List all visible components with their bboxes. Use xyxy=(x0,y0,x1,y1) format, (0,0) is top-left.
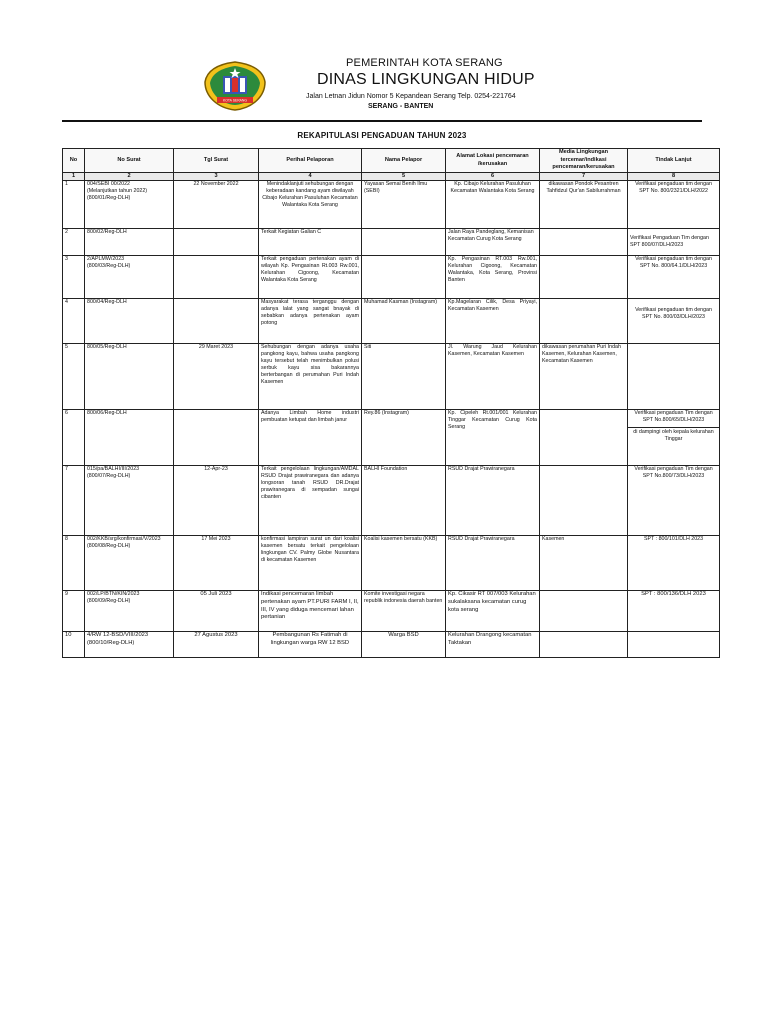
header-no: No xyxy=(63,149,85,173)
cell-media xyxy=(540,632,628,658)
column-number: 3 xyxy=(174,173,259,181)
cell-tindak-lanjut xyxy=(628,632,720,658)
cell-perihal: Menindaklanjuti sehubungan dengan keberadaan kandang ayam diwilayah Cibajo Kelurahan Pasuluhan Kecamatan Walantaka Kota Serang xyxy=(259,181,362,229)
cell-pelapor: Koalisi kasemen bersatu (KKB) xyxy=(362,536,446,591)
table-row xyxy=(63,344,720,410)
table-row xyxy=(63,536,720,591)
cell-media: Kasemen xyxy=(540,536,628,591)
column-number: 1 xyxy=(63,173,85,181)
cell-alamat: Jalan Raya Pandeglang, Kemanisan Kecamatan Curug Kota Serang xyxy=(446,229,540,256)
cell-pelapor: Muhamad Kasman (Instagram) xyxy=(362,299,446,344)
cell-perihal: Terkait pengaduan pertenakan ayam di wilayah Kp. Pengasinan Rt.003 Rw.001, Kelurahan Cigoong, Kecamatan Walantaka Kota Serang xyxy=(259,256,362,299)
column-number: 4 xyxy=(259,173,362,181)
cell-alamat: Kp. Cipeleh Rt.001/001 Kelurahan Tinggar Kecamatan Curug Kota Serang xyxy=(446,410,540,466)
table-row xyxy=(63,229,720,256)
column-number: 2 xyxy=(85,173,174,181)
department-city: SERANG - BANTEN xyxy=(368,103,434,110)
table-row xyxy=(63,466,720,536)
table-row xyxy=(63,632,720,658)
no-surat-reg: (800/08/Reg-DLH) xyxy=(87,543,131,550)
cell-no-surat xyxy=(85,536,174,591)
cell-media xyxy=(540,256,628,299)
no-surat-reg: (800/03/Reg-DLH) xyxy=(87,263,131,270)
cell-tgl: 29 Maret 2023 xyxy=(174,344,259,410)
column-number: 5 xyxy=(362,173,446,181)
cell-no-surat xyxy=(85,256,174,299)
letterhead xyxy=(62,52,702,122)
cell-no: 5 xyxy=(63,344,85,410)
column-number: 7 xyxy=(540,173,628,181)
cell-perihal: Masyarakat terasa terganggu dengan adanya lalat yang sangat bnayak di sebabkan adanya pertenakan ayam potong xyxy=(259,299,362,344)
kota-serang-emblem-icon xyxy=(203,60,267,112)
cell-media xyxy=(540,591,628,632)
header-perihal: Perihal Pelaporan xyxy=(259,149,362,173)
cell-no: 2 xyxy=(63,229,85,256)
cell-tindak-lanjut: Verifikasi pengaduan tim dengan SPT No. 800/64.1/DLH/2023 xyxy=(628,256,720,299)
cell-tindak-lanjut: Verifikasi Pengaduan Tim dengan SPT 800/07/DLH/2023 xyxy=(628,229,720,256)
cell-no-surat xyxy=(85,466,174,536)
cell-alamat: Kelurahan Drangong kecamatan Taktakan xyxy=(446,632,540,658)
cell-tgl xyxy=(174,229,259,256)
no-surat-text: 4/RW 12-BSD/VIII/2023 xyxy=(87,632,149,639)
cell-pelapor: BALHI Foundation xyxy=(362,466,446,536)
table-row xyxy=(63,591,720,632)
cell-tgl: 05 Juli 2023 xyxy=(174,591,259,632)
header-tindak-lanjut: Tindak Lanjut xyxy=(628,149,720,173)
no-surat-reg: (800/01/Reg-DLH) xyxy=(87,195,131,202)
cell-media: dikawasan perumahan Puri Indah Kasemen, Kelurahan Kasemen, Kecamatan Kasemen xyxy=(540,344,628,410)
cell-media: dikawasan Pondok Pesantren Tahfidzul Qur'an Sabilurrahman xyxy=(540,181,628,229)
document-title: REKAPITULASI PENGADUAN TAHUN 2023 xyxy=(297,131,467,140)
cell-no: 4 xyxy=(63,299,85,344)
svg-text:KOTA SERANG: KOTA SERANG xyxy=(222,98,248,103)
no-surat-text: 002/LP/BTN/KIN/2023 xyxy=(87,591,140,598)
cell-perihal: Sehubungan dengan adanya usaha pangkong kayu, bahwa usaha pangkong kayu tersebut telah menimbulkan polusi serbuk kayu sisa bakarannya berterbangan di perumahan Puri Indah Kasemen xyxy=(259,344,362,410)
cell-media xyxy=(540,410,628,466)
table-row xyxy=(63,181,720,229)
cell-tgl: 17 Mei 2023 xyxy=(174,536,259,591)
table-row xyxy=(63,256,720,299)
cell-no: 3 xyxy=(63,256,85,299)
cell-tindak-lanjut: SPT : 800/101/DLH 2023 xyxy=(628,536,720,591)
no-surat-note: (Melanjutkan tahun 2022) xyxy=(87,188,148,195)
cell-tindak-lanjut: SPT : 800/136/DLH 2023 xyxy=(628,591,720,632)
cell-no-surat: 800/02/Reg-DLH xyxy=(85,229,174,256)
cell-media xyxy=(540,299,628,344)
cell-alamat: Kp. Cibajo Kelurahan Pasuluhan Kecamatan Walantaka Kota Serang xyxy=(446,181,540,229)
cell-no: 1 xyxy=(63,181,85,229)
tindak-lanjut-note: di dampingi oleh kepala kelurahan Tinggar xyxy=(628,427,719,443)
no-surat-reg: (800/07/Reg-DLH) xyxy=(87,473,131,480)
cell-perihal: Adanya Limbah Home industri pembuatan ketupat dan limbah janur xyxy=(259,410,362,466)
column-number: 8 xyxy=(628,173,720,181)
cell-pelapor: Rey.86 (Instagram) xyxy=(362,410,446,466)
cell-pelapor: Komite investigasi negara republik indonesia daerah banten xyxy=(362,591,446,632)
letterhead-text xyxy=(294,57,594,110)
cell-tgl xyxy=(174,256,259,299)
cell-media xyxy=(540,466,628,536)
cell-pelapor xyxy=(362,256,446,299)
cell-pelapor: Yayasan Semai Benih Ilmu (SEBI) xyxy=(362,181,446,229)
cell-no-surat: 800/06/Reg-DLH xyxy=(85,410,174,466)
cell-alamat: Kp. Cikasir RT 007/003 Kelurahan sukalaksana kecamatan curug kota serang xyxy=(446,591,540,632)
column-number-row xyxy=(63,173,720,181)
cell-no: 10 xyxy=(63,632,85,658)
no-surat-text: 015/pa/BALHI/III/2023 xyxy=(87,466,140,473)
cell-no: 9 xyxy=(63,591,85,632)
header-no-surat: No Surat xyxy=(85,149,174,173)
cell-perihal: Indikasi pencemaran limbah pertenakan ayam PT.PURI FARM I, II, III, IV yang diduga mencemari lahan pertanian xyxy=(259,591,362,632)
header-alamat: Alamat Lokasi pencemaran /kerusakan xyxy=(446,149,540,173)
cell-tgl xyxy=(174,410,259,466)
cell-alamat: Kp. Pengasinan RT.003 Rw.001, Kelurahan Cigoong, Kecamatan Walantaka, Kota Serang, Provinsi Banten xyxy=(446,256,540,299)
header-media: Media Lingkungan tercemar/indikasi pencemaran/kerusakan xyxy=(540,149,628,173)
department-name: DINAS LINGKUNGAN HIDUP xyxy=(317,71,535,88)
cell-no-surat: 800/04/Reg-DLH xyxy=(85,299,174,344)
cell-tindak-lanjut: Verifikasi pengaduan tim dengan SPT No. 800/03/DLH/2023 xyxy=(628,299,720,344)
cell-tgl: 22 November 2022 xyxy=(174,181,259,229)
cell-pelapor xyxy=(362,229,446,256)
no-surat-text: 2/APLMW/2023 xyxy=(87,256,125,263)
cell-no-surat xyxy=(85,591,174,632)
no-surat-reg: (800/09/Reg-DLH) xyxy=(87,598,131,605)
cell-tindak-lanjut: Verifikasi pengaduan Tim dengan SPT No.800/73/DLH/2023 xyxy=(628,466,720,536)
cell-perihal: Terkait pengelolaan lingkungan/AMDAL RSUD Drajat prawiranegara dan adanya longsoran tanah RSUD DR.Drajat prawiranegara di sempadan sungai cibanten xyxy=(259,466,362,536)
cell-tgl xyxy=(174,299,259,344)
cell-pelapor: Siti xyxy=(362,344,446,410)
column-number: 6 xyxy=(446,173,540,181)
cell-no: 6 xyxy=(63,410,85,466)
cell-perihal: konfirmasi lampiran surat un dari koalisi kasemen bersatu terkait pengelolaan lingkungan CV. Palmy Globe Nusantara di kecamatan Kasemen xyxy=(259,536,362,591)
header-nama-pelapor: Nama Pelapor xyxy=(362,149,446,173)
cell-tgl: 12-Apr-23 xyxy=(174,466,259,536)
cell-tindak-lanjut xyxy=(628,344,720,410)
cell-no-surat xyxy=(85,632,174,658)
cell-media xyxy=(540,229,628,256)
government-name: PEMERINTAH KOTA SERANG xyxy=(346,57,503,69)
no-surat-text: 002/KKB/srg/konfirmasi/V/2023 xyxy=(87,536,161,543)
cell-no: 8 xyxy=(63,536,85,591)
cell-no-surat xyxy=(85,181,174,229)
cell-alamat: Jl. Warung Jaud Kelurahan Kasemen, Kecamatan Kasemen xyxy=(446,344,540,410)
no-surat-text: 004/SEBI 00/2022 xyxy=(87,181,130,188)
cell-no: 7 xyxy=(63,466,85,536)
table-row xyxy=(63,410,720,466)
letterhead-divider xyxy=(62,120,702,122)
cell-alamat: RSUD Drajat Prawiranegara xyxy=(446,466,540,536)
cell-perihal: Pembangunan Rs Fatimah di lingkungan warga RW 12 BSD xyxy=(259,632,362,658)
complaints-table xyxy=(62,148,720,658)
cell-alamat: RSUD Drajat Prawiranegara xyxy=(446,536,540,591)
department-address: Jalan Letnan Jidun Nomor 5 Kepandean Serang Telp. 0254-221764 xyxy=(306,93,516,100)
header-tgl-surat: Tgl Surat xyxy=(174,149,259,173)
table-row xyxy=(63,299,720,344)
no-surat-reg: (800/10/Reg-DLH) xyxy=(87,640,135,647)
cell-tindak-lanjut xyxy=(628,410,720,466)
tindak-lanjut-text: Verifikasi pengaduan Tim dengan SPT No.800/65/DLH/2023 xyxy=(634,410,713,424)
cell-tgl: 27 Agustus 2023 xyxy=(174,632,259,658)
cell-no-surat: 800/05/Reg-DLH xyxy=(85,344,174,410)
cell-tindak-lanjut: Verifikasi pengaduan tim dengan SPT No. 800/2321/DLH/2022 xyxy=(628,181,720,229)
table-header-row xyxy=(63,149,720,173)
cell-alamat: Kp.Magelaran Cilik, Desa Priyayi, Kecamatan Kasemen xyxy=(446,299,540,344)
cell-pelapor: Warga BSD xyxy=(362,632,446,658)
cell-perihal: Terkait Kegiatan Galian C xyxy=(259,229,362,256)
